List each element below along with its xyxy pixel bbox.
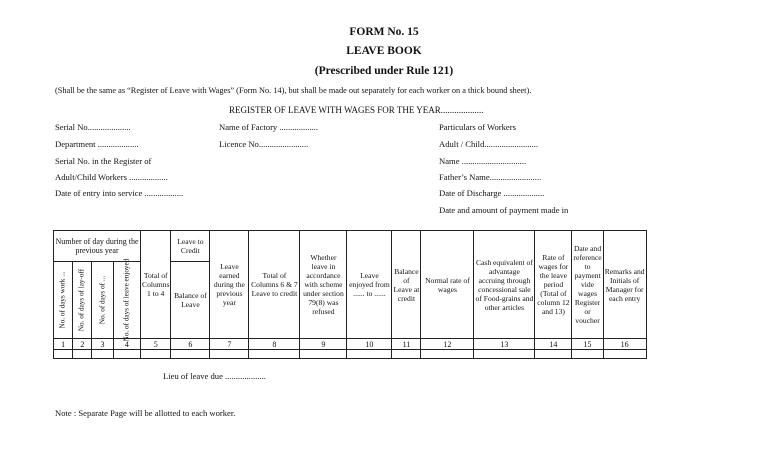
department-field: Department ...................: [55, 139, 139, 149]
factory-name-field: Name of Factory ..................: [219, 122, 319, 132]
days-of-col: No. of days of ...: [92, 262, 113, 339]
col-number: 8: [249, 339, 300, 350]
col-number: 4: [113, 339, 140, 350]
form-title: LEAVE BOOK: [346, 45, 422, 57]
date-of-entry-field: Date of entry into service ..................: [55, 188, 184, 198]
particulars-heading: Particulars of Workers: [439, 122, 516, 132]
remarks-header: Remarks and Initials of Manager for each entry: [603, 231, 646, 339]
balance-credit-header: Balance of Leave at credit: [392, 231, 421, 339]
register-heading: REGISTER OF LEAVE WITH WAGES FOR THE YEAR...................: [229, 105, 484, 115]
col-number: 9: [300, 339, 347, 350]
adult-child-workers-field: Adult/Child Workers ..................: [55, 172, 168, 182]
days-work-col: No. of days work ...: [54, 262, 73, 339]
discharge-date-field: Date of Discharge ...................: [439, 188, 545, 198]
leave-earned-header: Leave earned during the previous year: [210, 231, 249, 339]
col-number: 15: [572, 339, 603, 350]
rule-reference: (Prescribed under Rule 121): [314, 65, 454, 77]
whether-leave-header: Whether leave in accordance with scheme under section 79(8) was refused: [300, 231, 347, 339]
balance-of-leave-col: Balance of Leave: [171, 262, 210, 339]
col-number: 7: [210, 339, 249, 350]
col-number: 5: [141, 339, 171, 350]
col-number: 3: [92, 339, 113, 350]
instruction-text: (Shall be the same as “Register of Leave with Wages” (Form No. 14), but shall be made out separately for each worker on a thick bound sheet).: [55, 86, 532, 95]
col-number: 2: [73, 339, 92, 350]
licence-no-field: Licence No.......................: [219, 139, 309, 149]
serial-register-label: Serial No. in the Register of: [55, 156, 152, 166]
col-number: 12: [421, 339, 474, 350]
col-number: 10: [347, 339, 392, 350]
days-layoff-col: No. of days of lay-off: [73, 262, 92, 339]
worker-name-field: Name ..............................: [439, 156, 527, 166]
col-number: 1: [54, 339, 73, 350]
total-1-4-header: Total of Columns 1 to 4: [141, 231, 171, 339]
serial-no-field: Serial No....................: [55, 122, 131, 132]
col-number: 6: [171, 339, 210, 350]
leave-register-table: [53, 230, 647, 359]
total-6-7-header: Total of Columns 6 & 7 Leave to credit: [249, 231, 300, 339]
lieu-of-leave-field: Lieu of leave due ...................: [163, 371, 266, 381]
cash-equivalent-header: Cash equivalent of advantage accruing through concessional sale of Food-grains and other articles: [474, 231, 535, 339]
column-number-row: [54, 339, 647, 350]
col-number: 11: [392, 339, 421, 350]
father-name-field: Father’s Name........................: [439, 172, 542, 182]
col-number: 16: [603, 339, 646, 350]
leave-to-credit-header: Leave to Credit: [171, 231, 210, 262]
form-number: FORM No. 15: [349, 26, 419, 38]
normal-rate-header: Normal rate of wages: [421, 231, 474, 339]
note-text: Note : Separate Page will be allotted to each worker.: [55, 408, 236, 418]
group-days-header: Number of day during the previous year: [54, 231, 141, 262]
col-number: 13: [474, 339, 535, 350]
rate-wages-header: Rate of wages for the leave period (Total of column 12 and 13): [535, 231, 572, 339]
blank-entry-row: [54, 350, 647, 359]
days-leave-enjoyed-col: No. of days of leave enjoyed: [113, 262, 140, 339]
payment-field: Date and amount of payment made in: [439, 205, 569, 215]
col-number: 14: [535, 339, 572, 350]
leave-enjoyed-header: Leave enjoyed from ...... to ......: [347, 231, 392, 339]
date-reference-header: Date and reference to payment vide wages Register or voucher: [572, 231, 603, 339]
adult-child-field: Adult / Child.........................: [439, 139, 539, 149]
